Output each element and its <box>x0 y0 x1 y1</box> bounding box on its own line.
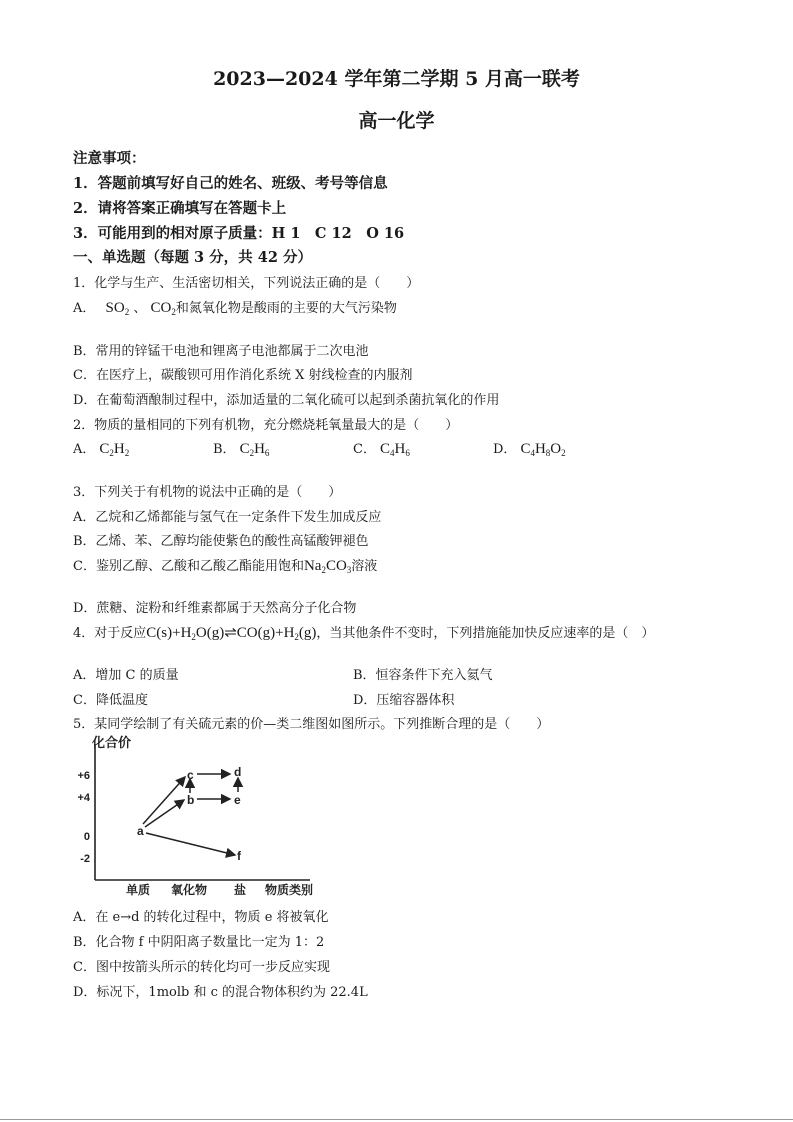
q3-option-a: A．乙烷和乙烯都能与氢气在一定条件下发生加成反应 <box>73 510 382 525</box>
x-label-salt: 盐 <box>233 883 247 897</box>
q1-option-c: C．在医疗上，碳酸钡可用作消化系统 X 射线检查的内服剂 <box>73 368 413 383</box>
y-tick-plus6: +6 <box>77 770 90 782</box>
q3-stem: 3．下列关于有机物的说法中正确的是（ ） <box>73 485 342 500</box>
point-b: b <box>187 793 195 807</box>
q4-option-a: A．增加 C 的质量 <box>73 668 179 683</box>
y-tick-minus2: -2 <box>80 853 90 865</box>
x-label-element: 单质 <box>125 883 151 897</box>
q4-option-b: B．恒容条件下充入氦气 <box>353 668 493 683</box>
q2-option-b: B． $C_2H_6$ <box>213 441 270 458</box>
point-e: e <box>234 793 241 807</box>
q2-option-a: A． $C_2H_2$ <box>73 441 130 458</box>
y-tick-0: 0 <box>83 831 90 843</box>
page-bottom-rule <box>0 1119 793 1120</box>
q3-option-d: D．蔗糖、淀粉和纤维素都属于天然高分子化合物 <box>73 601 357 616</box>
q1-stem: 1．化学与生产、生活密切相关，下列说法正确的是（ ） <box>73 276 420 291</box>
y-tick-plus4: +4 <box>77 792 90 804</box>
sulfur-valence-diagram <box>70 732 330 900</box>
arrow-a-to-c <box>143 777 185 824</box>
note-item-3: 3．可能用到的相对原子质量：H 1 C 12 O 16 <box>73 225 405 242</box>
q5-option-c: C．图中按箭头所示的转化均可一步反应实现 <box>73 960 330 975</box>
q4-option-d: D．压缩容器体积 <box>353 693 455 708</box>
q1-option-d: D．在葡萄酒酿制过程中，添加适量的二氧化硫可以起到杀菌抗氧化的作用 <box>73 393 500 408</box>
exam-title: 2023—2024 学年第二学期 5 月高一联考 <box>213 68 580 90</box>
q4-option-c: C．降低温度 <box>73 693 148 708</box>
x-label-oxide: 氧化物 <box>170 883 208 897</box>
q2-stem: 2．物质的量相同的下列有机物，充分燃烧耗氧量最大的是（ ） <box>73 418 459 433</box>
q1-option-b: B．常用的锌锰干电池和锂离子电池都属于二次电池 <box>73 344 369 359</box>
q2-option-c: C． $C_4H_6$ <box>353 441 410 458</box>
point-c: c <box>187 768 194 782</box>
q5-option-b: B．化合物 f 中阴阳离子数量比一定为 1：2 <box>73 935 325 950</box>
y-axis-title: 化合价 <box>92 735 132 750</box>
point-a: a <box>137 824 144 838</box>
note-item-2: 2．请将答案正确填写在答题卡上 <box>73 200 287 217</box>
arrow-a-to-b <box>145 800 184 827</box>
note-item-1: 1．答题前填写好自己的姓名、班级、考号等信息 <box>73 175 388 192</box>
q5-option-a: A．在 e→d 的转化过程中，物质 e 将被氧化 <box>73 910 329 925</box>
point-f: f <box>237 849 241 863</box>
q3-option-b: B．乙烯、苯、乙醇均能使紫色的酸性高锰酸钾褪色 <box>73 534 369 549</box>
q1-option-a: A． $SO_2$ 、 $CO_2$和氮氧化物是酸雨的主要的大气污染物 <box>73 300 397 317</box>
q3-option-c: C．鉴别乙醇、乙酸和乙酸乙酯能用饱和$Na_2CO_3$溶液 <box>73 558 378 575</box>
section-heading: 一、单选题（每题 3 分，共 42 分） <box>73 249 312 266</box>
arrow-a-to-f <box>146 833 235 855</box>
q5-stem: 5．某同学绘制了有关硫元素的价—类二维图如图所示。下列推断合理的是（ ） <box>73 717 550 732</box>
q5-option-d: D．标况下，1molb 和 c 的混合物体积约为 22.4L <box>73 985 368 1000</box>
point-d: d <box>234 765 242 779</box>
q4-stem: 4．对于反应$C(s)+H_2O(g)\rightleftharpoons CO(g)+H_2(g)$，当其他条件不变时，下列措施能加快反应速率的是（ ） <box>73 625 655 642</box>
subject-title: 高一化学 <box>358 110 435 132</box>
notes-heading: 注意事项： <box>73 150 146 167</box>
q2-option-d: D． $C_4H_8O_2$ <box>493 441 566 458</box>
x-label-category: 物质类别 <box>264 883 314 897</box>
